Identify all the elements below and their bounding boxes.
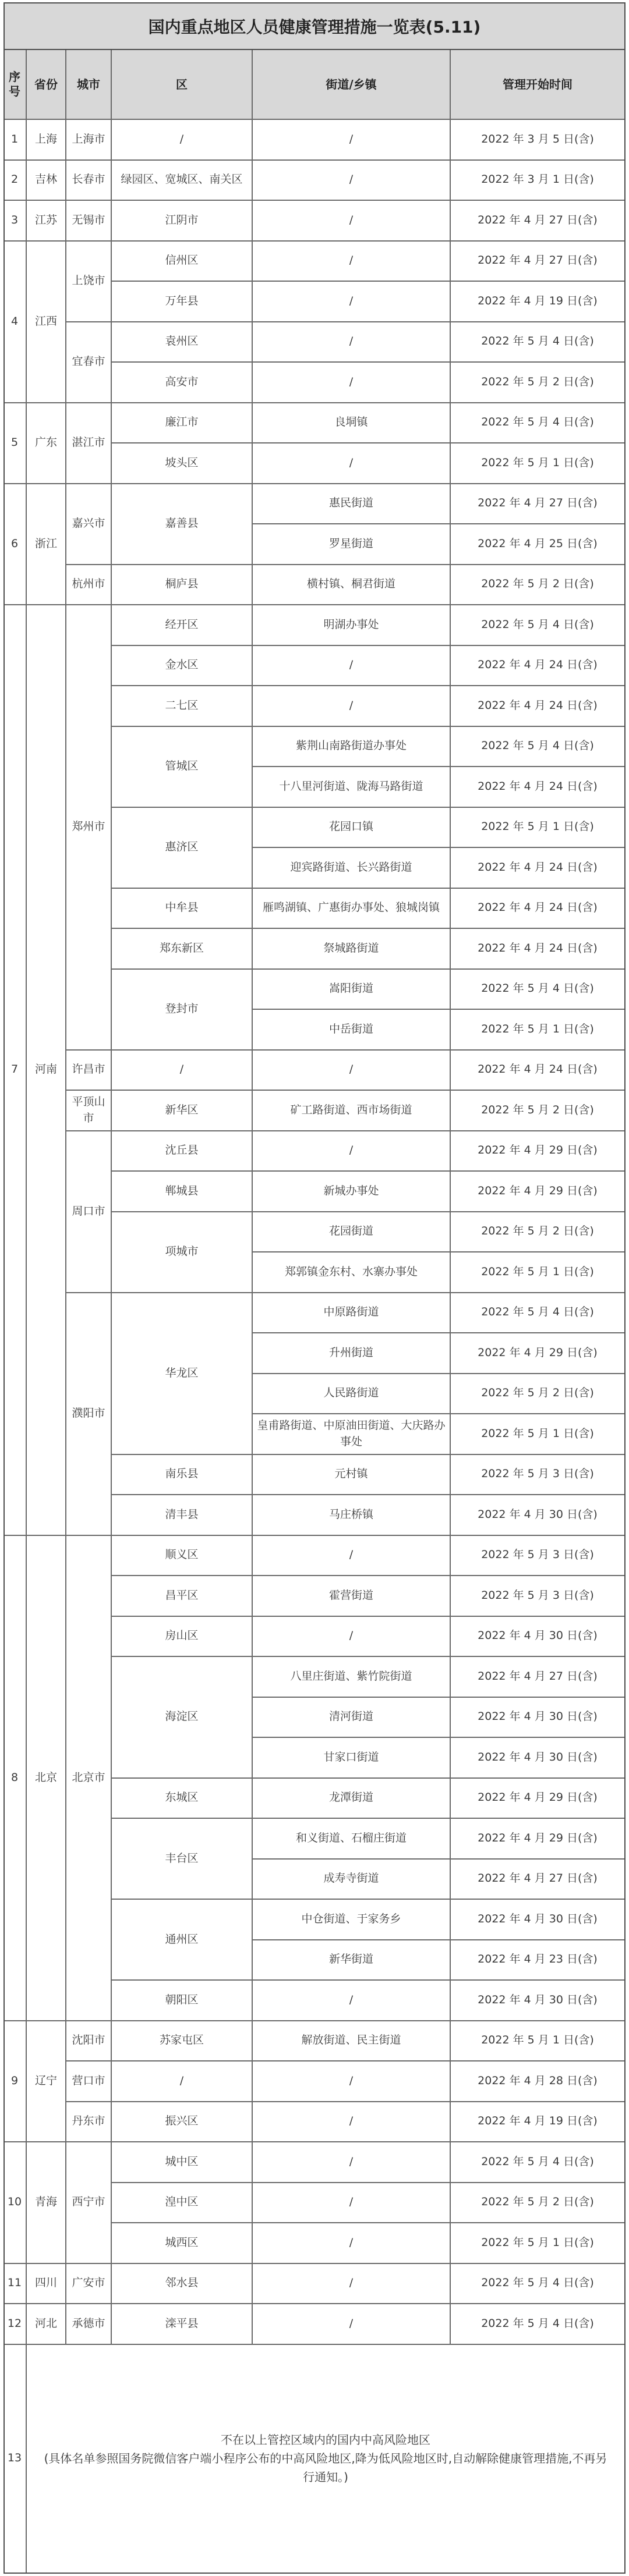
footnote-line-2: (具体名单参照国务院微信客户端小程序公布的中高风险地区,降为低风险地区时,自动解除健康管理措施,不再另行通知。) bbox=[44, 2451, 607, 2485]
province-cell: 青海 bbox=[27, 2142, 66, 2264]
district-cell: 万年县 bbox=[112, 282, 253, 322]
province-cell: 四川 bbox=[27, 2264, 66, 2305]
start-time-cell: 2022 年 5 月 2 日(含) bbox=[451, 2183, 626, 2224]
district-cell: 江阴市 bbox=[112, 201, 253, 242]
start-time-cell: 2022 年 3 月 5 日(含) bbox=[451, 120, 626, 161]
city-cell: 沈阳市 bbox=[66, 2021, 112, 2062]
district-cell: 湟中区 bbox=[112, 2183, 253, 2224]
district-cell: 中牟县 bbox=[112, 889, 253, 929]
district-cell: 南乐县 bbox=[112, 1455, 253, 1496]
city-cell: 丹东市 bbox=[66, 2102, 112, 2143]
start-time-cell: 2022 年 5 月 1 日(含) bbox=[451, 2021, 626, 2062]
start-time-cell: 2022 年 4 月 24 日(含) bbox=[451, 767, 626, 808]
start-time-cell: 2022 年 4 月 24 日(含) bbox=[451, 1051, 626, 1091]
street-cell: 罗星街道 bbox=[253, 524, 451, 565]
city-cell: 广安市 bbox=[66, 2264, 112, 2305]
start-time-cell: 2022 年 4 月 24 日(含) bbox=[451, 929, 626, 970]
index-cell: 10 bbox=[3, 2142, 27, 2264]
start-time-cell: 2022 年 4 月 30 日(含) bbox=[451, 1617, 626, 1658]
index-cell: 11 bbox=[3, 2264, 27, 2305]
street-cell: 中原路街道 bbox=[253, 1293, 451, 1334]
street-cell: 紫荆山南路街道办事处 bbox=[253, 727, 451, 768]
street-cell: 八里庄街道、紫竹院街道 bbox=[253, 1657, 451, 1698]
street-cell: 明湖办事处 bbox=[253, 605, 451, 646]
start-time-cell: 2022 年 4 月 28 日(含) bbox=[451, 2061, 626, 2102]
street-cell: 皇甫路街道、中原油田街道、大庆路办事处 bbox=[253, 1414, 451, 1455]
header-street: 街道/乡镇 bbox=[253, 50, 451, 120]
start-time-cell: 2022 年 5 月 1 日(含) bbox=[451, 1010, 626, 1051]
start-time-cell: 2022 年 4 月 24 日(含) bbox=[451, 889, 626, 929]
district-cell: 通州区 bbox=[112, 1900, 253, 1981]
city-cell: 濮阳市 bbox=[66, 1293, 112, 1536]
city-cell: 周口市 bbox=[66, 1131, 112, 1293]
city-cell: 上饶市 bbox=[66, 242, 112, 322]
start-time-cell: 2022 年 5 月 4 日(含) bbox=[451, 970, 626, 1010]
start-time-cell: 2022 年 4 月 29 日(含) bbox=[451, 1172, 626, 1212]
street-cell: 花园口镇 bbox=[253, 808, 451, 849]
district-cell: 东城区 bbox=[112, 1779, 253, 1819]
city-cell: 长春市 bbox=[66, 161, 112, 201]
street-cell: 元村镇 bbox=[253, 1455, 451, 1496]
street-cell: 升州街道 bbox=[253, 1333, 451, 1374]
header-index: 序 号 bbox=[3, 50, 27, 120]
start-time-cell: 2022 年 5 月 4 日(含) bbox=[451, 605, 626, 646]
city-cell: 杭州市 bbox=[66, 565, 112, 606]
street-cell: / bbox=[253, 1131, 451, 1172]
street-cell: 新华街道 bbox=[253, 1940, 451, 1981]
header-district: 区 bbox=[112, 50, 253, 120]
street-cell: 龙潭街道 bbox=[253, 1779, 451, 1819]
city-cell: 湛江市 bbox=[66, 403, 112, 484]
city-cell: 营口市 bbox=[66, 2061, 112, 2102]
street-cell: 矿工路街道、西市场街道 bbox=[253, 1091, 451, 1131]
city-cell: 承德市 bbox=[66, 2304, 112, 2345]
start-time-cell: 2022 年 4 月 25 日(含) bbox=[451, 524, 626, 565]
district-cell: 城中区 bbox=[112, 2142, 253, 2183]
start-time-cell: 2022 年 5 月 2 日(含) bbox=[451, 1212, 626, 1253]
footnote-line-1: 不在以上管控区域内的国内中高风险地区 bbox=[221, 2433, 430, 2447]
street-cell: / bbox=[253, 2183, 451, 2224]
street-cell: / bbox=[253, 242, 451, 282]
start-time-cell: 2022 年 4 月 27 日(含) bbox=[451, 484, 626, 525]
district-cell: 郑东新区 bbox=[112, 929, 253, 970]
index-cell: 12 bbox=[3, 2304, 27, 2345]
street-cell: 霍营街道 bbox=[253, 1576, 451, 1617]
district-cell: 苏家屯区 bbox=[112, 2021, 253, 2062]
district-cell: 坡头区 bbox=[112, 443, 253, 484]
district-cell: 桐庐县 bbox=[112, 565, 253, 606]
district-cell: 新华区 bbox=[112, 1091, 253, 1131]
street-cell: / bbox=[253, 161, 451, 201]
street-cell: 中仓街道、于家务乡 bbox=[253, 1900, 451, 1940]
index-cell: 5 bbox=[3, 403, 27, 484]
index-cell: 9 bbox=[3, 2021, 27, 2143]
start-time-cell: 2022 年 4 月 27 日(含) bbox=[451, 242, 626, 282]
city-cell: 郑州市 bbox=[66, 605, 112, 1051]
street-cell: / bbox=[253, 443, 451, 484]
district-cell: / bbox=[112, 120, 253, 161]
street-cell: 祭城路街道 bbox=[253, 929, 451, 970]
province-cell: 上海 bbox=[27, 120, 66, 161]
street-cell: / bbox=[253, 282, 451, 322]
street-cell: 新城办事处 bbox=[253, 1172, 451, 1212]
street-cell: 中岳街道 bbox=[253, 1010, 451, 1051]
district-cell: 振兴区 bbox=[112, 2102, 253, 2143]
street-cell: 解放街道、民主街道 bbox=[253, 2021, 451, 2062]
header-province: 省份 bbox=[27, 50, 66, 120]
start-time-cell: 2022 年 4 月 23 日(含) bbox=[451, 1940, 626, 1981]
start-time-cell: 2022 年 4 月 30 日(含) bbox=[451, 1495, 626, 1536]
city-cell: 北京市 bbox=[66, 1536, 112, 2021]
district-cell: 顺义区 bbox=[112, 1536, 253, 1577]
district-cell: 海淀区 bbox=[112, 1657, 253, 1779]
start-time-cell: 2022 年 5 月 1 日(含) bbox=[451, 2223, 626, 2264]
city-cell: 许昌市 bbox=[66, 1051, 112, 1091]
start-time-cell: 2022 年 4 月 24 日(含) bbox=[451, 686, 626, 727]
district-cell: 房山区 bbox=[112, 1617, 253, 1658]
street-cell: 十八里河街道、陇海马路街道 bbox=[253, 767, 451, 808]
start-time-cell: 2022 年 4 月 30 日(含) bbox=[451, 1698, 626, 1738]
start-time-cell: 2022 年 5 月 2 日(含) bbox=[451, 565, 626, 606]
district-cell: 昌平区 bbox=[112, 1576, 253, 1617]
city-cell: 西宁市 bbox=[66, 2142, 112, 2264]
street-cell: / bbox=[253, 2264, 451, 2305]
province-cell: 广东 bbox=[27, 403, 66, 484]
start-time-cell: 2022 年 4 月 29 日(含) bbox=[451, 1131, 626, 1172]
street-cell: 横村镇、桐君街道 bbox=[253, 565, 451, 606]
start-time-cell: 2022 年 5 月 2 日(含) bbox=[451, 1374, 626, 1415]
street-cell: 清河街道 bbox=[253, 1698, 451, 1738]
start-time-cell: 2022 年 4 月 30 日(含) bbox=[451, 1981, 626, 2021]
health-measures-table bbox=[3, 2, 626, 2574]
start-time-cell: 2022 年 4 月 30 日(含) bbox=[451, 1900, 626, 1940]
index-cell: 2 bbox=[3, 161, 27, 201]
district-cell: 项城市 bbox=[112, 1212, 253, 1293]
street-cell: 郑郭镇金东村、水寨办事处 bbox=[253, 1252, 451, 1293]
footnote-cell bbox=[27, 2345, 626, 2574]
start-time-cell: 2022 年 5 月 1 日(含) bbox=[451, 1252, 626, 1293]
district-cell: 惠济区 bbox=[112, 808, 253, 889]
header-city: 城市 bbox=[66, 50, 112, 120]
footnote-index-cell: 13 bbox=[3, 2345, 27, 2574]
street-cell: / bbox=[253, 120, 451, 161]
start-time-cell: 2022 年 5 月 4 日(含) bbox=[451, 403, 626, 444]
start-time-cell: 2022 年 4 月 27 日(含) bbox=[451, 1860, 626, 1900]
street-cell: / bbox=[253, 2223, 451, 2264]
district-cell: 绿园区、宽城区、南关区 bbox=[112, 161, 253, 201]
street-cell: 良垌镇 bbox=[253, 403, 451, 444]
start-time-cell: 2022 年 3 月 1 日(含) bbox=[451, 161, 626, 201]
start-time-cell: 2022 年 4 月 29 日(含) bbox=[451, 1819, 626, 1860]
street-cell: 和义街道、石榴庄街道 bbox=[253, 1819, 451, 1860]
province-cell: 北京 bbox=[27, 1536, 66, 2021]
start-time-cell: 2022 年 4 月 29 日(含) bbox=[451, 1779, 626, 1819]
start-time-cell: 2022 年 5 月 4 日(含) bbox=[451, 2264, 626, 2305]
street-cell: / bbox=[253, 1617, 451, 1658]
start-time-cell: 2022 年 5 月 2 日(含) bbox=[451, 1091, 626, 1131]
street-cell: / bbox=[253, 2142, 451, 2183]
start-time-cell: 2022 年 4 月 27 日(含) bbox=[451, 1657, 626, 1698]
index-cell: 6 bbox=[3, 484, 27, 606]
district-cell: 邻水县 bbox=[112, 2264, 253, 2305]
city-cell: 宜春市 bbox=[66, 322, 112, 403]
start-time-cell: 2022 年 4 月 19 日(含) bbox=[451, 2102, 626, 2143]
street-cell: / bbox=[253, 1536, 451, 1577]
street-cell: / bbox=[253, 2102, 451, 2143]
city-cell: 平顶山市 bbox=[66, 1091, 112, 1131]
street-cell: 花园街道 bbox=[253, 1212, 451, 1253]
district-cell: 滦平县 bbox=[112, 2304, 253, 2345]
street-cell: 马庄桥镇 bbox=[253, 1495, 451, 1536]
street-cell: 成寿寺街道 bbox=[253, 1860, 451, 1900]
district-cell: 廉江市 bbox=[112, 403, 253, 444]
province-cell: 浙江 bbox=[27, 484, 66, 606]
header-start_time: 管理开始时间 bbox=[451, 50, 626, 120]
district-cell: 丰台区 bbox=[112, 1819, 253, 1900]
start-time-cell: 2022 年 5 月 1 日(含) bbox=[451, 443, 626, 484]
start-time-cell: 2022 年 5 月 1 日(含) bbox=[451, 1414, 626, 1455]
start-time-cell: 2022 年 4 月 24 日(含) bbox=[451, 848, 626, 889]
start-time-cell: 2022 年 5 月 4 日(含) bbox=[451, 2142, 626, 2183]
district-cell: 华龙区 bbox=[112, 1293, 253, 1455]
start-time-cell: 2022 年 5 月 3 日(含) bbox=[451, 1576, 626, 1617]
district-cell: 朝阳区 bbox=[112, 1981, 253, 2021]
street-cell: / bbox=[253, 2304, 451, 2345]
index-cell: 8 bbox=[3, 1536, 27, 2021]
street-cell: / bbox=[253, 363, 451, 403]
province-cell: 河南 bbox=[27, 605, 66, 1536]
start-time-cell: 2022 年 4 月 19 日(含) bbox=[451, 282, 626, 322]
street-cell: 惠民街道 bbox=[253, 484, 451, 525]
district-cell: / bbox=[112, 2061, 253, 2102]
start-time-cell: 2022 年 4 月 30 日(含) bbox=[451, 1738, 626, 1779]
district-cell: 沈丘县 bbox=[112, 1131, 253, 1172]
street-cell: / bbox=[253, 1981, 451, 2021]
street-cell: 人民路街道 bbox=[253, 1374, 451, 1415]
start-time-cell: 2022 年 4 月 29 日(含) bbox=[451, 1333, 626, 1374]
street-cell: 嵩阳街道 bbox=[253, 970, 451, 1010]
district-cell: 清丰县 bbox=[112, 1495, 253, 1536]
start-time-cell: 2022 年 5 月 1 日(含) bbox=[451, 808, 626, 849]
province-cell: 吉林 bbox=[27, 161, 66, 201]
index-cell: 1 bbox=[3, 120, 27, 161]
district-cell: 郸城县 bbox=[112, 1172, 253, 1212]
city-cell: 无锡市 bbox=[66, 201, 112, 242]
start-time-cell: 2022 年 4 月 24 日(含) bbox=[451, 646, 626, 687]
index-cell: 7 bbox=[3, 605, 27, 1536]
start-time-cell: 2022 年 5 月 4 日(含) bbox=[451, 2304, 626, 2345]
district-cell: 城西区 bbox=[112, 2223, 253, 2264]
district-cell: 金水区 bbox=[112, 646, 253, 687]
district-cell: 高安市 bbox=[112, 363, 253, 403]
start-time-cell: 2022 年 5 月 2 日(含) bbox=[451, 363, 626, 403]
district-cell: 袁州区 bbox=[112, 322, 253, 363]
street-cell: / bbox=[253, 686, 451, 727]
street-cell: / bbox=[253, 646, 451, 687]
district-cell: 经开区 bbox=[112, 605, 253, 646]
street-cell: / bbox=[253, 1051, 451, 1091]
province-cell: 江苏 bbox=[27, 201, 66, 242]
street-cell: / bbox=[253, 201, 451, 242]
district-cell: 信州区 bbox=[112, 242, 253, 282]
start-time-cell: 2022 年 5 月 4 日(含) bbox=[451, 727, 626, 768]
district-cell: 管城区 bbox=[112, 727, 253, 808]
province-cell: 河北 bbox=[27, 2304, 66, 2345]
start-time-cell: 2022 年 5 月 4 日(含) bbox=[451, 1293, 626, 1334]
index-cell: 4 bbox=[3, 242, 27, 403]
district-cell: 二七区 bbox=[112, 686, 253, 727]
index-cell: 3 bbox=[3, 201, 27, 242]
table-title: 国内重点地区人员健康管理措施一览表(5.11) bbox=[3, 2, 626, 50]
district-cell: / bbox=[112, 1051, 253, 1091]
district-cell: 登封市 bbox=[112, 970, 253, 1051]
street-cell: / bbox=[253, 2061, 451, 2102]
city-cell: 嘉兴市 bbox=[66, 484, 112, 565]
start-time-cell: 2022 年 5 月 3 日(含) bbox=[451, 1536, 626, 1577]
street-cell: / bbox=[253, 322, 451, 363]
start-time-cell: 2022 年 5 月 4 日(含) bbox=[451, 322, 626, 363]
street-cell: 迎宾路街道、长兴路街道 bbox=[253, 848, 451, 889]
province-cell: 辽宁 bbox=[27, 2021, 66, 2143]
province-cell: 江西 bbox=[27, 242, 66, 403]
start-time-cell: 2022 年 5 月 3 日(含) bbox=[451, 1455, 626, 1496]
street-cell: 雁鸣湖镇、广惠街办事处、狼城岗镇 bbox=[253, 889, 451, 929]
district-cell: 嘉善县 bbox=[112, 484, 253, 565]
city-cell: 上海市 bbox=[66, 120, 112, 161]
street-cell: 甘家口街道 bbox=[253, 1738, 451, 1779]
start-time-cell: 2022 年 4 月 27 日(含) bbox=[451, 201, 626, 242]
